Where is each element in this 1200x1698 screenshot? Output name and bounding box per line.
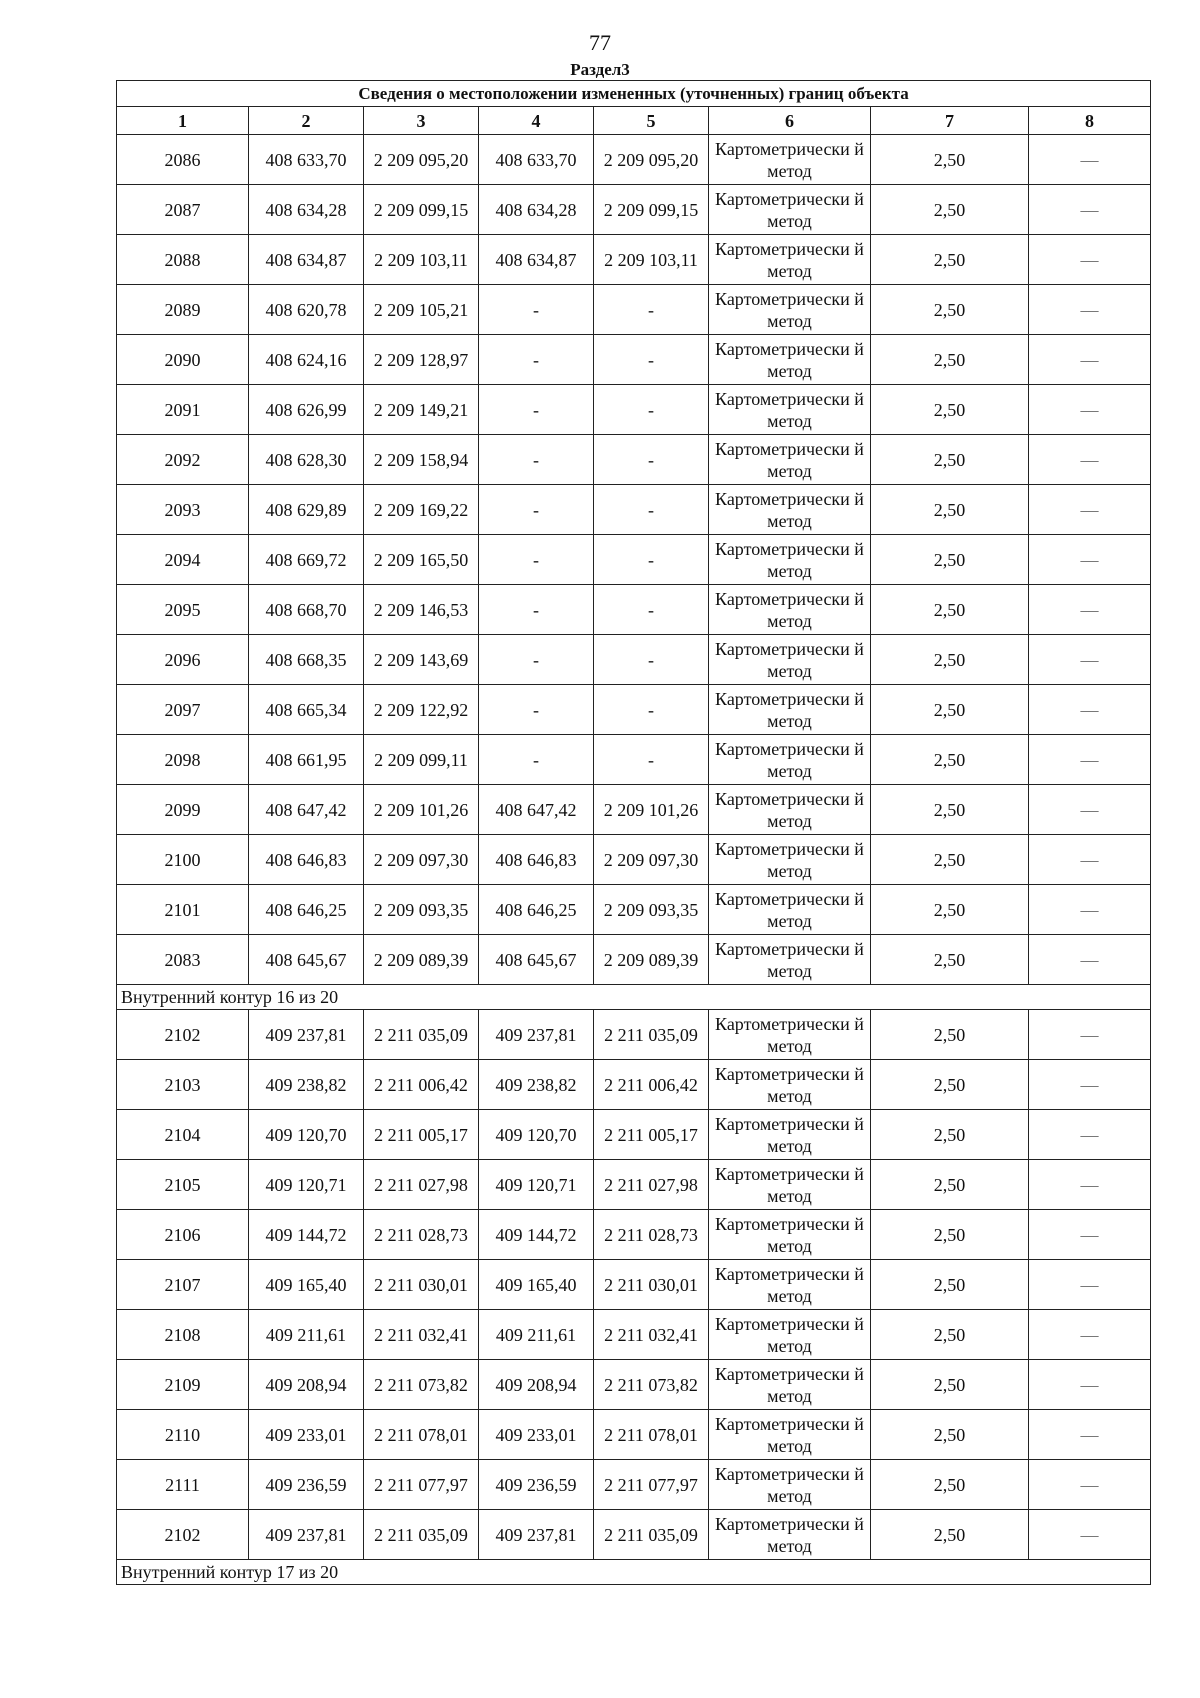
point-number-cell: 2089 — [117, 285, 249, 335]
y-new-cell: - — [594, 435, 709, 485]
method-cell: Картометрически й метод — [709, 335, 871, 385]
page-number: 77 — [589, 30, 611, 55]
accuracy-cell: 2,50 — [871, 335, 1029, 385]
description-cell: — — [1029, 385, 1151, 435]
y-old-cell: 2 209 093,35 — [364, 885, 479, 935]
column-header: 7 — [871, 107, 1029, 135]
column-header: 2 — [249, 107, 364, 135]
y-new-cell: 2 211 027,98 — [594, 1160, 709, 1210]
section-title: Раздел3 — [570, 60, 630, 79]
y-old-cell: 2 209 105,21 — [364, 285, 479, 335]
x-old-cell: 409 120,70 — [249, 1110, 364, 1160]
y-old-cell: 2 209 143,69 — [364, 635, 479, 685]
description-cell: — — [1029, 1310, 1151, 1360]
x-new-cell: 408 646,25 — [479, 885, 594, 935]
table-body — [117, 81, 1151, 1585]
accuracy-cell: 2,50 — [871, 1210, 1029, 1260]
description-cell: — — [1029, 735, 1151, 785]
y-old-cell: 2 211 030,01 — [364, 1260, 479, 1310]
x-new-cell: 409 208,94 — [479, 1360, 594, 1410]
table-row — [117, 935, 1151, 985]
y-new-cell: 2 211 005,17 — [594, 1110, 709, 1160]
x-new-cell: 409 237,81 — [479, 1510, 594, 1560]
y-new-cell: - — [594, 535, 709, 585]
y-new-cell: 2 209 101,26 — [594, 785, 709, 835]
x-old-cell: 408 665,34 — [249, 685, 364, 735]
description-cell: — — [1029, 1360, 1151, 1410]
x-old-cell: 408 668,35 — [249, 635, 364, 685]
table-row — [117, 535, 1151, 585]
y-new-cell: 2 209 097,30 — [594, 835, 709, 885]
x-new-cell: - — [479, 385, 594, 435]
table-row — [117, 1060, 1151, 1110]
method-cell: Картометрически й метод — [709, 1060, 871, 1110]
x-new-cell: - — [479, 635, 594, 685]
method-cell: Картометрически й метод — [709, 1260, 871, 1310]
x-old-cell: 408 634,28 — [249, 185, 364, 235]
method-cell: Картометрически й метод — [709, 285, 871, 335]
table-row — [117, 185, 1151, 235]
x-new-cell: 409 211,61 — [479, 1310, 594, 1360]
accuracy-cell: 2,50 — [871, 1360, 1029, 1410]
x-old-cell: 408 668,70 — [249, 585, 364, 635]
column-header: 8 — [1029, 107, 1151, 135]
y-old-cell: 2 209 101,26 — [364, 785, 479, 835]
table-row — [117, 835, 1151, 885]
method-cell: Картометрически й метод — [709, 735, 871, 785]
description-cell: — — [1029, 685, 1151, 735]
x-new-cell: 409 165,40 — [479, 1260, 594, 1310]
contour-row — [117, 1560, 1151, 1585]
x-new-cell: 409 236,59 — [479, 1460, 594, 1510]
x-old-cell: 408 661,95 — [249, 735, 364, 785]
point-number-cell: 2099 — [117, 785, 249, 835]
table-row — [117, 735, 1151, 785]
accuracy-cell: 2,50 — [871, 835, 1029, 885]
y-old-cell: 2 209 158,94 — [364, 435, 479, 485]
method-cell: Картометрически й метод — [709, 185, 871, 235]
accuracy-cell: 2,50 — [871, 1060, 1029, 1110]
method-cell: Картометрически й метод — [709, 585, 871, 635]
y-new-cell: 2 209 099,15 — [594, 185, 709, 235]
point-number-cell: 2097 — [117, 685, 249, 735]
column-header: 6 — [709, 107, 871, 135]
accuracy-cell: 2,50 — [871, 285, 1029, 335]
method-cell: Картометрически й метод — [709, 1010, 871, 1060]
x-old-cell: 408 645,67 — [249, 935, 364, 985]
y-new-cell: - — [594, 285, 709, 335]
table-row — [117, 135, 1151, 185]
description-cell: — — [1029, 185, 1151, 235]
y-new-cell: - — [594, 385, 709, 435]
method-cell: Картометрически й метод — [709, 135, 871, 185]
description-cell: — — [1029, 1160, 1151, 1210]
x-new-cell: 408 647,42 — [479, 785, 594, 835]
x-old-cell: 409 233,01 — [249, 1410, 364, 1460]
y-new-cell: - — [594, 335, 709, 385]
point-number-cell: 2094 — [117, 535, 249, 585]
method-cell: Картометрически й метод — [709, 785, 871, 835]
x-new-cell: - — [479, 435, 594, 485]
method-cell: Картометрически й метод — [709, 1160, 871, 1210]
accuracy-cell: 2,50 — [871, 1010, 1029, 1060]
x-old-cell: 408 634,87 — [249, 235, 364, 285]
description-cell: — — [1029, 535, 1151, 585]
point-number-cell: 2088 — [117, 235, 249, 285]
point-number-cell: 2102 — [117, 1510, 249, 1560]
x-new-cell: 408 634,28 — [479, 185, 594, 235]
accuracy-cell: 2,50 — [871, 1460, 1029, 1510]
y-old-cell: 2 209 089,39 — [364, 935, 479, 985]
y-old-cell: 2 211 027,98 — [364, 1160, 479, 1210]
table-row — [117, 1410, 1151, 1460]
y-new-cell: - — [594, 635, 709, 685]
description-cell: — — [1029, 235, 1151, 285]
method-cell: Картометрически й метод — [709, 1510, 871, 1560]
x-new-cell: 408 634,87 — [479, 235, 594, 285]
description-cell: — — [1029, 885, 1151, 935]
point-number-cell: 2106 — [117, 1210, 249, 1260]
y-old-cell: 2 211 078,01 — [364, 1410, 479, 1460]
y-new-cell: 2 211 035,09 — [594, 1010, 709, 1060]
point-number-cell: 2102 — [117, 1010, 249, 1060]
method-cell: Картометрически й метод — [709, 435, 871, 485]
accuracy-cell: 2,50 — [871, 885, 1029, 935]
description-cell: — — [1029, 435, 1151, 485]
accuracy-cell: 2,50 — [871, 585, 1029, 635]
y-new-cell: 2 211 078,01 — [594, 1410, 709, 1460]
accuracy-cell: 2,50 — [871, 635, 1029, 685]
y-old-cell: 2 211 005,17 — [364, 1110, 479, 1160]
x-old-cell: 408 669,72 — [249, 535, 364, 585]
point-number-cell: 2104 — [117, 1110, 249, 1160]
accuracy-cell: 2,50 — [871, 1110, 1029, 1160]
description-cell: — — [1029, 1010, 1151, 1060]
description-cell: — — [1029, 1460, 1151, 1510]
y-old-cell: 2 209 099,11 — [364, 735, 479, 785]
y-old-cell: 2 209 103,11 — [364, 235, 479, 285]
y-new-cell: 2 209 093,35 — [594, 885, 709, 935]
point-number-cell: 2103 — [117, 1060, 249, 1110]
x-old-cell: 409 144,72 — [249, 1210, 364, 1260]
point-number-cell: 2092 — [117, 435, 249, 485]
x-new-cell: 409 233,01 — [479, 1410, 594, 1460]
y-new-cell: 2 211 035,09 — [594, 1510, 709, 1560]
x-new-cell: 408 645,67 — [479, 935, 594, 985]
description-cell: — — [1029, 1110, 1151, 1160]
accuracy-cell: 2,50 — [871, 1160, 1029, 1210]
table-row — [117, 1160, 1151, 1210]
point-number-cell: 2093 — [117, 485, 249, 535]
y-old-cell: 2 209 095,20 — [364, 135, 479, 185]
table-row — [117, 885, 1151, 935]
point-number-cell: 2095 — [117, 585, 249, 635]
table-row — [117, 285, 1151, 335]
table-row — [117, 1310, 1151, 1360]
table-row — [117, 1360, 1151, 1410]
x-old-cell: 408 624,16 — [249, 335, 364, 385]
x-new-cell: 409 238,82 — [479, 1060, 594, 1110]
description-cell: — — [1029, 335, 1151, 385]
x-old-cell: 409 120,71 — [249, 1160, 364, 1210]
table-row — [117, 1110, 1151, 1160]
y-new-cell: 2 209 103,11 — [594, 235, 709, 285]
contour-label: Внутренний контур 17 из 20 — [117, 1560, 1151, 1585]
x-old-cell: 409 165,40 — [249, 1260, 364, 1310]
point-number-cell: 2101 — [117, 885, 249, 935]
point-number-cell: 2098 — [117, 735, 249, 785]
description-cell: — — [1029, 485, 1151, 535]
method-cell: Картометрически й метод — [709, 235, 871, 285]
y-new-cell: 2 209 095,20 — [594, 135, 709, 185]
y-new-cell: 2 211 030,01 — [594, 1260, 709, 1310]
description-cell: — — [1029, 1060, 1151, 1110]
method-cell: Картометрически й метод — [709, 1310, 871, 1360]
column-header: 1 — [117, 107, 249, 135]
method-cell: Картометрически й метод — [709, 385, 871, 435]
description-cell: — — [1029, 935, 1151, 985]
table-row — [117, 1260, 1151, 1310]
y-old-cell: 2 211 077,97 — [364, 1460, 479, 1510]
y-new-cell: 2 209 089,39 — [594, 935, 709, 985]
accuracy-cell: 2,50 — [871, 485, 1029, 535]
y-new-cell: - — [594, 585, 709, 635]
y-old-cell: 2 209 149,21 — [364, 385, 479, 435]
x-new-cell: 409 120,70 — [479, 1110, 594, 1160]
table-row — [117, 635, 1151, 685]
y-old-cell: 2 211 032,41 — [364, 1310, 479, 1360]
description-cell: — — [1029, 785, 1151, 835]
method-cell: Картометрически й метод — [709, 685, 871, 735]
accuracy-cell: 2,50 — [871, 735, 1029, 785]
table-row — [117, 585, 1151, 635]
column-header: 3 — [364, 107, 479, 135]
point-number-cell: 2087 — [117, 185, 249, 235]
method-cell: Картометрически й метод — [709, 835, 871, 885]
y-old-cell: 2 211 028,73 — [364, 1210, 479, 1260]
description-cell: — — [1029, 585, 1151, 635]
x-old-cell: 409 208,94 — [249, 1360, 364, 1410]
accuracy-cell: 2,50 — [871, 1410, 1029, 1460]
y-new-cell: 2 211 073,82 — [594, 1360, 709, 1410]
y-old-cell: 2 209 146,53 — [364, 585, 479, 635]
x-new-cell: - — [479, 485, 594, 535]
x-new-cell: 409 237,81 — [479, 1010, 594, 1060]
point-number-cell: 2083 — [117, 935, 249, 985]
table-row — [117, 685, 1151, 735]
x-old-cell: 408 620,78 — [249, 285, 364, 335]
method-cell: Картометрически й метод — [709, 485, 871, 535]
x-old-cell: 408 646,25 — [249, 885, 364, 935]
description-cell: — — [1029, 635, 1151, 685]
accuracy-cell: 2,50 — [871, 1510, 1029, 1560]
table-row — [117, 335, 1151, 385]
method-cell: Картометрически й метод — [709, 635, 871, 685]
x-old-cell: 409 211,61 — [249, 1310, 364, 1360]
table-title-row — [117, 81, 1151, 107]
y-old-cell: 2 209 099,15 — [364, 185, 479, 235]
table-row — [117, 785, 1151, 835]
method-cell: Картометрически й метод — [709, 935, 871, 985]
accuracy-cell: 2,50 — [871, 135, 1029, 185]
x-new-cell: - — [479, 535, 594, 585]
point-number-cell: 2108 — [117, 1310, 249, 1360]
table-row — [117, 235, 1151, 285]
x-new-cell: 408 646,83 — [479, 835, 594, 885]
x-new-cell: - — [479, 335, 594, 385]
x-old-cell: 408 633,70 — [249, 135, 364, 185]
y-new-cell: - — [594, 685, 709, 735]
y-old-cell: 2 211 035,09 — [364, 1010, 479, 1060]
x-old-cell: 409 238,82 — [249, 1060, 364, 1110]
x-new-cell: 409 144,72 — [479, 1210, 594, 1260]
y-new-cell: 2 211 077,97 — [594, 1460, 709, 1510]
description-cell: — — [1029, 1210, 1151, 1260]
column-header: 4 — [479, 107, 594, 135]
table-row — [117, 1010, 1151, 1060]
point-number-cell: 2110 — [117, 1410, 249, 1460]
point-number-cell: 2107 — [117, 1260, 249, 1310]
accuracy-cell: 2,50 — [871, 685, 1029, 735]
coordinates-table — [116, 80, 1151, 1585]
x-old-cell: 409 237,81 — [249, 1010, 364, 1060]
accuracy-cell: 2,50 — [871, 935, 1029, 985]
x-old-cell: 408 629,89 — [249, 485, 364, 535]
x-new-cell: 408 633,70 — [479, 135, 594, 185]
y-new-cell: 2 211 006,42 — [594, 1060, 709, 1110]
description-cell: — — [1029, 835, 1151, 885]
method-cell: Картометрически й метод — [709, 1110, 871, 1160]
x-old-cell: 408 626,99 — [249, 385, 364, 435]
method-cell: Картометрически й метод — [709, 1360, 871, 1410]
table-row — [117, 485, 1151, 535]
table-row — [117, 385, 1151, 435]
x-old-cell: 408 628,30 — [249, 435, 364, 485]
point-number-cell: 2096 — [117, 635, 249, 685]
y-old-cell: 2 209 165,50 — [364, 535, 479, 585]
accuracy-cell: 2,50 — [871, 385, 1029, 435]
accuracy-cell: 2,50 — [871, 235, 1029, 285]
description-cell: — — [1029, 1510, 1151, 1560]
x-old-cell: 408 646,83 — [249, 835, 364, 885]
point-number-cell: 2109 — [117, 1360, 249, 1410]
x-new-cell: - — [479, 285, 594, 335]
y-old-cell: 2 211 073,82 — [364, 1360, 479, 1410]
column-header: 5 — [594, 107, 709, 135]
point-number-cell: 2090 — [117, 335, 249, 385]
accuracy-cell: 2,50 — [871, 1260, 1029, 1310]
y-old-cell: 2 209 097,30 — [364, 835, 479, 885]
y-old-cell: 2 211 035,09 — [364, 1510, 479, 1560]
method-cell: Картометрически й метод — [709, 1460, 871, 1510]
x-new-cell: - — [479, 585, 594, 635]
y-new-cell: 2 211 028,73 — [594, 1210, 709, 1260]
x-old-cell: 409 236,59 — [249, 1460, 364, 1510]
table-row — [117, 1460, 1151, 1510]
table-title: Сведения о местоположении измененных (уточненных) границ объекта — [117, 81, 1151, 107]
x-new-cell: - — [479, 685, 594, 735]
accuracy-cell: 2,50 — [871, 535, 1029, 585]
contour-row — [117, 985, 1151, 1010]
method-cell: Картометрически й метод — [709, 1410, 871, 1460]
x-new-cell: - — [479, 735, 594, 785]
description-cell: — — [1029, 1260, 1151, 1310]
description-cell: — — [1029, 285, 1151, 335]
y-old-cell: 2 209 122,92 — [364, 685, 479, 735]
method-cell: Картометрически й метод — [709, 535, 871, 585]
column-header-row — [117, 107, 1151, 135]
x-old-cell: 409 237,81 — [249, 1510, 364, 1560]
x-new-cell: 409 120,71 — [479, 1160, 594, 1210]
point-number-cell: 2086 — [117, 135, 249, 185]
contour-label: Внутренний контур 16 из 20 — [117, 985, 1151, 1010]
point-number-cell: 2111 — [117, 1460, 249, 1510]
method-cell: Картометрически й метод — [709, 1210, 871, 1260]
description-cell: — — [1029, 1410, 1151, 1460]
accuracy-cell: 2,50 — [871, 435, 1029, 485]
y-new-cell: - — [594, 485, 709, 535]
y-old-cell: 2 211 006,42 — [364, 1060, 479, 1110]
table-row — [117, 1510, 1151, 1560]
method-cell: Картометрически й метод — [709, 885, 871, 935]
point-number-cell: 2100 — [117, 835, 249, 885]
y-old-cell: 2 209 128,97 — [364, 335, 479, 385]
table-row — [117, 435, 1151, 485]
y-new-cell: 2 211 032,41 — [594, 1310, 709, 1360]
table-row — [117, 1210, 1151, 1260]
point-number-cell: 2105 — [117, 1160, 249, 1210]
y-new-cell: - — [594, 735, 709, 785]
accuracy-cell: 2,50 — [871, 185, 1029, 235]
accuracy-cell: 2,50 — [871, 785, 1029, 835]
y-old-cell: 2 209 169,22 — [364, 485, 479, 535]
x-old-cell: 408 647,42 — [249, 785, 364, 835]
point-number-cell: 2091 — [117, 385, 249, 435]
description-cell: — — [1029, 135, 1151, 185]
accuracy-cell: 2,50 — [871, 1310, 1029, 1360]
